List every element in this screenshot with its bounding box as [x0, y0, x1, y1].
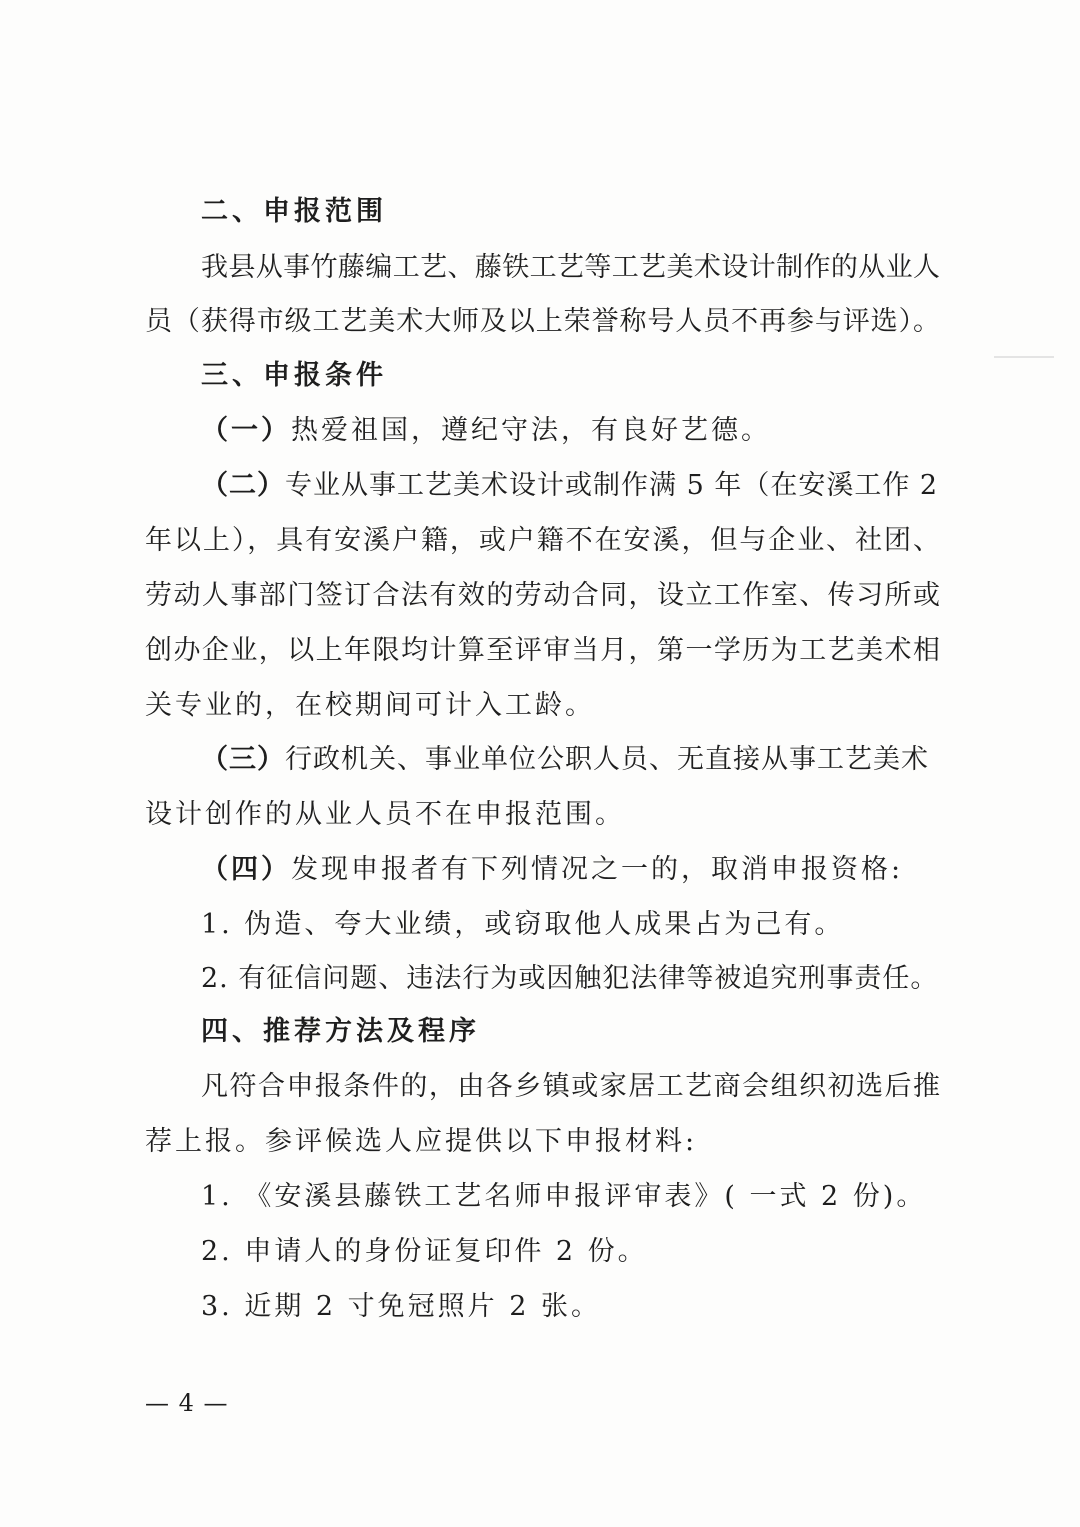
condition-item-1-number: （一）: [201, 415, 291, 446]
condition-item-2-number: （二）: [201, 470, 285, 501]
disqualification-item-2: 2. 有征信问题、违法行为或因触犯法律等被追究刑事责任。: [201, 963, 939, 994]
section-heading-conditions: 三、申报条件: [201, 360, 387, 391]
condition-item-2-line-5: 关专业的，在校期间可计入工龄。: [145, 690, 595, 721]
condition-item-4-text: 发现申报者有下列情况之一的，取消申报资格:: [291, 854, 904, 885]
condition-item-2-line-4: 创办企业，以上年限均计算至评审当月，第一学历为工艺美术相: [145, 635, 940, 666]
condition-item-3-text: 行政机关、事业单位公职人员、无直接从事工艺美术: [285, 744, 929, 775]
condition-item-2: [201, 468, 940, 504]
page-number: — 4 —: [145, 1389, 229, 1417]
condition-item-3: [201, 742, 940, 778]
material-item-1: 1. 《安溪县藤铁工艺名师申报评审表》( 一式 2 份)。: [201, 1181, 927, 1212]
scope-paragraph-line-1: 我县从事竹藤编工艺、藤铁工艺等工艺美术设计制作的从业人: [201, 252, 940, 283]
scan-margin-mark: [994, 356, 1054, 358]
condition-item-3-number: （三）: [201, 744, 285, 775]
condition-item-2-text: 专业从事工艺美术设计或制作满 5 年（在安溪工作 2: [285, 470, 939, 501]
condition-item-1: [201, 413, 940, 449]
disqualification-item-1: 1. 伪造、夸大业绩，或窃取他人成果占为己有。: [201, 909, 845, 940]
section-heading-scope: 二、申报范围: [201, 196, 387, 227]
section-heading-procedure: 四、推荐方法及程序: [201, 1016, 480, 1047]
condition-item-4-number: （四）: [201, 854, 291, 885]
condition-item-4: [201, 852, 940, 888]
procedure-paragraph-line-2: 荐上报。参评候选人应提供以下申报材料:: [145, 1126, 698, 1157]
scope-paragraph-line-2: 员（获得市级工艺美术大师及以上荣誉称号人员不再参与评选）。: [145, 306, 940, 337]
material-item-2: 2. 申请人的身份证复印件 2 份。: [201, 1236, 648, 1267]
condition-item-1-text: 热爱祖国，遵纪守法，有良好艺德。: [291, 415, 771, 446]
material-item-3: 3. 近期 2 寸免冠照片 2 张。: [201, 1291, 602, 1322]
procedure-paragraph-line-1: 凡符合申报条件的，由各乡镇或家居工艺商会组织初选后推: [201, 1071, 940, 1102]
condition-item-2-line-3: 劳动人事部门签订合法有效的劳动合同，设立工作室、传习所或: [145, 580, 940, 611]
condition-item-3-line-2: 设计创作的从业人员不在申报范围。: [145, 799, 625, 830]
condition-item-2-line-2: 年以上），具有安溪户籍，或户籍不在安溪，但与企业、社团、: [145, 525, 940, 556]
